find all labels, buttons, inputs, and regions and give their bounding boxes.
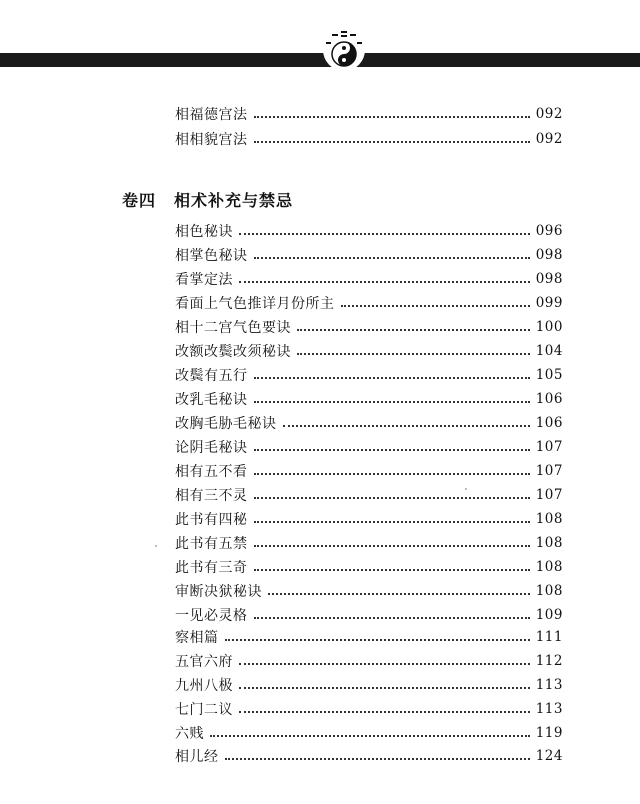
toc-entry-page: 112 [535, 653, 563, 669]
toc-entry[interactable] [175, 698, 563, 720]
toc-entry-page: 096 [535, 223, 563, 239]
dot-leader [239, 280, 530, 283]
toc-entry-title: 一见必灵格 [175, 608, 248, 624]
dot-leader [225, 757, 530, 760]
toc-entry-title: 相掌色秘诀 [175, 248, 248, 264]
dot-leader [254, 472, 530, 475]
toc-entry[interactable] [175, 604, 563, 626]
toc-entry[interactable] [175, 650, 563, 672]
toc-entry[interactable] [175, 580, 563, 602]
toc-entry-page: 111 [535, 629, 563, 645]
toc-entry[interactable] [175, 722, 563, 744]
scan-speck [465, 488, 467, 490]
toc-entry-page: 108 [535, 559, 563, 575]
dot-leader [239, 662, 530, 665]
toc-entry-title: 相色秘诀 [175, 224, 233, 240]
toc-entry[interactable] [175, 674, 563, 696]
dot-leader [268, 592, 530, 595]
toc-entry[interactable] [175, 340, 563, 362]
toc-entry-page: 107 [535, 439, 563, 455]
toc-entry-page: 098 [535, 271, 563, 287]
toc-entry-page: 113 [535, 677, 563, 693]
toc-entry-page: 098 [535, 247, 563, 263]
toc-entry-title: 看掌定法 [175, 272, 233, 288]
toc-entry[interactable] [175, 626, 563, 648]
toc-entry[interactable] [175, 745, 563, 767]
dot-leader [297, 328, 530, 331]
dot-leader [210, 734, 530, 737]
dot-leader [254, 256, 530, 259]
toc-entry-title: 改胸毛胁毛秘诀 [175, 416, 277, 432]
toc-entry[interactable] [175, 103, 563, 125]
toc-entry[interactable] [175, 484, 563, 506]
toc-entry-page: 106 [535, 415, 563, 431]
dot-leader [341, 304, 530, 307]
toc-entry-page: 124 [535, 748, 563, 764]
toc-entry-title: 七门二议 [175, 702, 233, 718]
toc-entry[interactable] [175, 316, 563, 338]
dot-leader [254, 544, 530, 547]
toc-entry-title: 改乳毛秘诀 [175, 392, 248, 408]
toc-entry[interactable] [175, 244, 563, 266]
dot-leader [254, 400, 530, 403]
toc-entry-page: 092 [535, 106, 563, 122]
dot-leader [254, 496, 530, 499]
toc-entry[interactable] [175, 292, 563, 314]
section-heading [122, 188, 293, 211]
toc-entry[interactable] [175, 436, 563, 458]
toc-entry[interactable] [175, 268, 563, 290]
dot-leader [254, 448, 530, 451]
toc-entry-title: 相相貌宫法 [175, 132, 248, 148]
toc-entry-page: 107 [535, 487, 563, 503]
dot-leader [254, 376, 530, 379]
toc-entry-page: 107 [535, 463, 563, 479]
toc-entry[interactable] [175, 364, 563, 386]
yin-yang-emblem-icon [322, 28, 366, 72]
toc-entry-page: 104 [535, 343, 563, 359]
toc-entry-page: 106 [535, 391, 563, 407]
toc-entry[interactable] [175, 388, 563, 410]
toc-entry-title: 改鬓有五行 [175, 368, 248, 384]
dot-leader [254, 140, 530, 143]
dot-leader [254, 115, 530, 118]
toc-entry-title: 相十二宫气色要诀 [175, 320, 291, 336]
toc-entry[interactable] [175, 220, 563, 242]
toc-entry-page: 113 [535, 701, 563, 717]
toc-entry-title: 改额改鬓改须秘诀 [175, 344, 291, 360]
toc-entry[interactable] [175, 460, 563, 482]
toc-entry-title: 相福德宫法 [175, 107, 248, 123]
dot-leader [254, 568, 530, 571]
toc-entry[interactable] [175, 556, 563, 578]
toc-entry-title: 看面上气色推详月份所主 [175, 296, 335, 312]
dot-leader [297, 352, 530, 355]
toc-entry-title: 此书有五禁 [175, 536, 248, 552]
toc-entry-page: 099 [535, 295, 563, 311]
scan-speck [155, 545, 157, 547]
toc-entry-page: 105 [535, 367, 563, 383]
section-title: 相术补充与禁忌 [174, 191, 294, 210]
toc-entry[interactable] [175, 508, 563, 530]
toc-entry-title: 审断决狱秘诀 [175, 584, 262, 600]
toc-entry[interactable] [175, 532, 563, 554]
dot-leader [254, 520, 530, 523]
toc-entry-page: 100 [535, 319, 563, 335]
toc-entry-title: 此书有四秘 [175, 512, 248, 528]
toc-entry-title: 九州八极 [175, 678, 233, 694]
section-number: 卷四 [122, 191, 157, 210]
dot-leader [254, 616, 530, 619]
dot-leader [239, 232, 530, 235]
toc-entry-title: 相儿经 [175, 749, 219, 765]
dot-leader [283, 424, 530, 427]
dot-leader [225, 638, 530, 641]
toc-entry-title: 五官六府 [175, 654, 233, 670]
toc-entry[interactable] [175, 412, 563, 434]
toc-entry-page: 108 [535, 511, 563, 527]
toc-entry-title: 相有三不灵 [175, 488, 248, 504]
toc-entry-title: 论阴毛秘诀 [175, 440, 248, 456]
toc-entry-page: 092 [535, 131, 563, 147]
toc-entry-page: 108 [535, 583, 563, 599]
toc-entry-page: 109 [535, 607, 563, 623]
toc-entry-title: 相有五不看 [175, 464, 248, 480]
header-bar [0, 53, 640, 67]
toc-entry-title: 六贱 [175, 726, 204, 742]
toc-entry-title: 此书有三奇 [175, 560, 248, 576]
toc-entry-title: 察相篇 [175, 630, 219, 646]
toc-entry[interactable] [175, 128, 563, 150]
toc-entry-page: 108 [535, 535, 563, 551]
toc-entry-page: 119 [535, 725, 563, 741]
dot-leader [239, 710, 530, 713]
dot-leader [239, 686, 530, 689]
